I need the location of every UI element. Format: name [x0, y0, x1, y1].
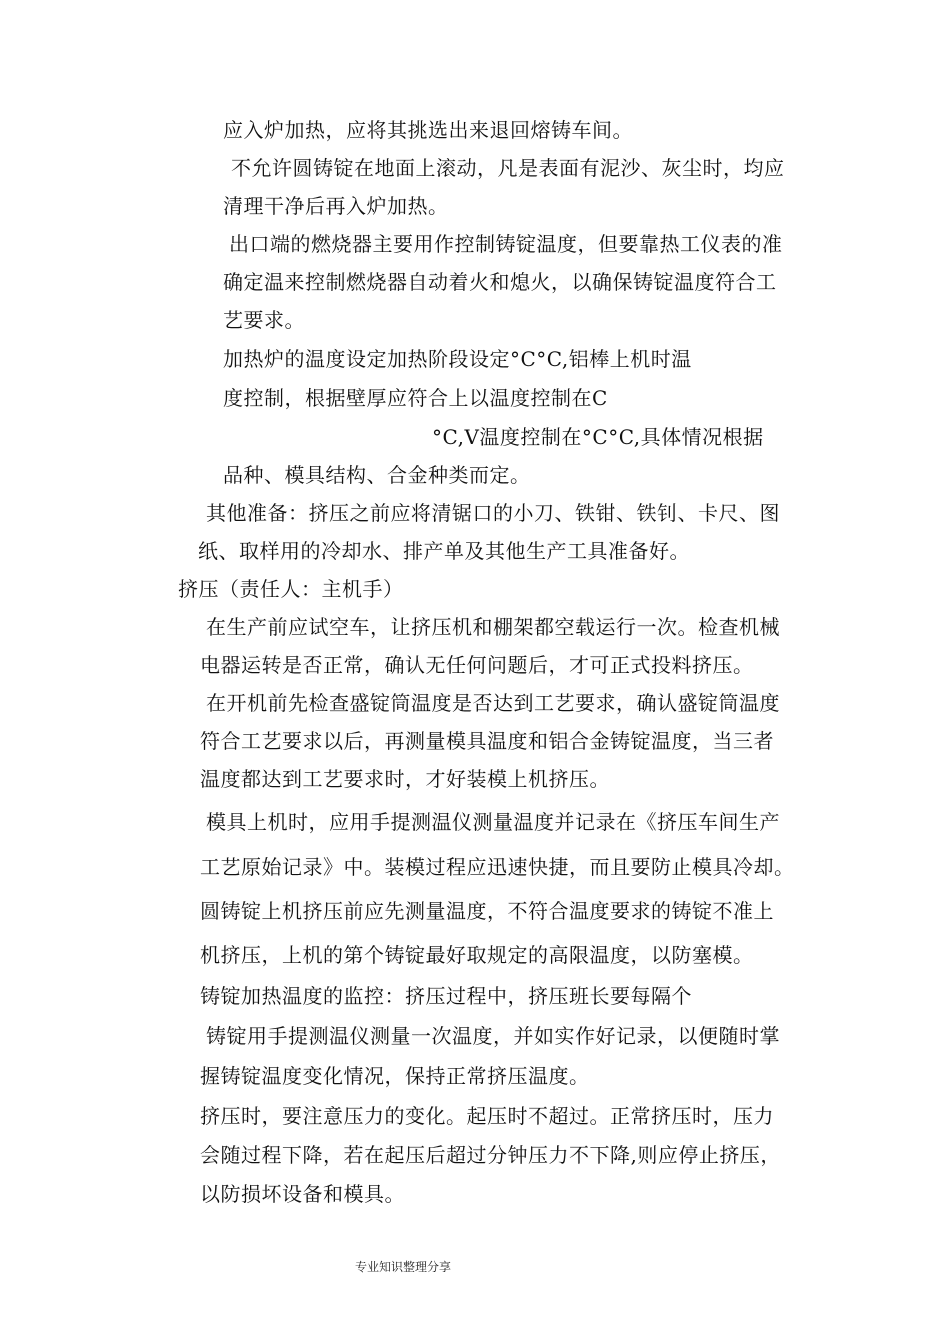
page-footer: 专业知识整理分享 [355, 1260, 452, 1274]
text-line: 圆铸锭上机挤压前应先测量温度，不符合温度要求的铸锭不准上 [200, 899, 774, 923]
text-line: 确定温来控制燃烧器自动着火和熄火，以确保铸锭温度符合工 [223, 270, 777, 294]
text-line: °C,V温度控制在°C°C,具体情况根据 [432, 425, 764, 449]
text-line: 模具上机时，应用手提测温仪测量温度并记录在《挤压车间生产 [206, 810, 780, 834]
text-line: 出口端的燃烧器主要用作控制铸锭温度，但要靠热工仪表的准 [229, 232, 783, 256]
text-line: 艺要求。 [223, 308, 305, 332]
text-line: 工艺原始记录》中。装模过程应迅速快捷，而且要防止模具冷却。 [200, 855, 795, 879]
text-line: 品种、模具结构、合金种类而定。 [223, 463, 531, 487]
text-line: 纸、取样用的冷却水、排产单及其他生产工具准备好。 [198, 539, 690, 563]
text-line: 以防损坏设备和模具。 [200, 1182, 405, 1206]
text-line: 电器运转是否正常，确认无任何问题后，才可正式投料挤压。 [200, 653, 754, 677]
text-line: 温度都达到工艺要求时，才好装模上机挤压。 [200, 767, 610, 791]
text-line: 清理干净后再入炉加热。 [223, 194, 449, 218]
text-line: 其他准备：挤压之前应将清锯口的小刀、铁钳、铁钊、卡尺、图 [206, 501, 780, 525]
text-line: 会随过程下降，若在起压后超过分钟压力不下降,则应停止挤压， [200, 1143, 781, 1167]
text-line: 在生产前应试空车，让挤压机和棚架都空载运行一次。检查机械 [206, 615, 780, 639]
text-line: 握铸锭温度变化情况，保持正常挤压温度。 [200, 1064, 590, 1088]
text-line: 在开机前先检查盛锭筒温度是否达到工艺要求，确认盛锭筒温度 [206, 691, 780, 715]
text-line: 应入炉加热，应将其挑选出来退回熔铸车间。 [223, 118, 633, 142]
text-line: 不允许圆铸锭在地面上滚动，凡是表面有泥沙、灰尘时，均应 [231, 156, 785, 180]
text-line: 铸锭用手提测温仪测量一次温度，并如实作好记录，以便随时掌 [206, 1024, 780, 1048]
text-line: 加热炉的温度设定加热阶段设定°C°C,铝棒上机时温 [223, 347, 692, 371]
text-line: 铸锭加热温度的监控：挤压过程中，挤压班长要每隔个 [200, 984, 692, 1008]
text-line: 挤压时，要注意压力的变化。起压时不超过。正常挤压时，压力 [200, 1104, 774, 1128]
text-line: 机挤压，上机的第个铸锭最好取规定的高限温度，以防塞模。 [200, 943, 754, 967]
section-heading: 挤压（责任人：主机手） [178, 577, 404, 601]
text-line: 符合工艺要求以后，再测量模具温度和铝合金铸锭温度，当三者 [200, 729, 774, 753]
text-line: 度控制，根据壁厚应符合上以温度控制在C [223, 386, 608, 410]
